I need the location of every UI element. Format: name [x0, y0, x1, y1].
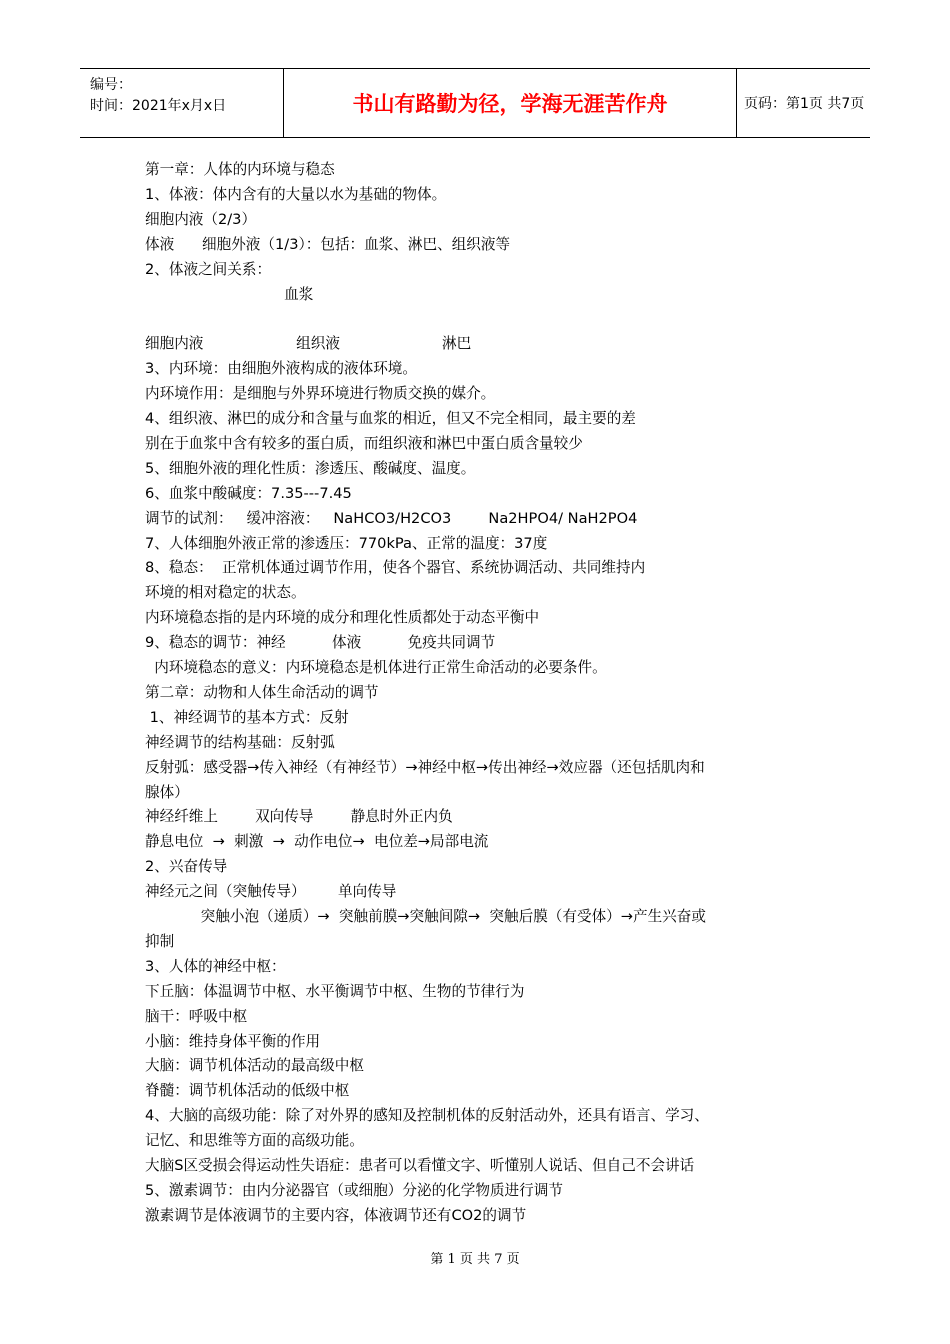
- doc-date: 时间：2021年x月x日: [90, 98, 227, 114]
- text-line: 脑干：呼吸中枢: [145, 1007, 248, 1025]
- header-meta: [80, 69, 283, 137]
- text-line: 4、大脑的高级功能：除了对外界的感知及控制机体的反射活动外，还具有语言、学习、: [145, 1107, 709, 1125]
- text-line: 神经纤维上 双向传导 静息时外正内负: [145, 808, 453, 826]
- text-line: 下丘脑：体温调节中枢、水平衡调节中枢、生物的节律行为: [145, 982, 525, 1000]
- text-line: 内环境作用：是细胞与外界环境进行物质交换的媒介。: [145, 385, 496, 403]
- text-line: 2、兴奋传导: [145, 858, 228, 876]
- text-line: 血浆: [145, 285, 314, 303]
- text-line: 细胞内液（2/3）: [145, 210, 257, 228]
- text-line: 脊髓：调节机体活动的低级中枢: [145, 1082, 350, 1100]
- text-line: 大脑：调节机体活动的最高级中枢: [145, 1057, 364, 1075]
- text-line: 腺体）: [145, 783, 189, 801]
- text-line: 神经元之间（突触传导） 单向传导: [145, 883, 397, 901]
- header-motto: 书山有路勤为径，学海无涯苦作舟: [283, 69, 737, 137]
- text-line: 内环境稳态的意义：内环境稳态是机体进行正常生命活动的必要条件。: [145, 659, 607, 676]
- text-line: 9、稳态的调节：神经 体液 免疫共同调节: [145, 634, 496, 652]
- text-line: 调节的试剂： 缓冲溶液： NaHCO3/H2CO3 Na2HPO4/ NaH2PO4: [145, 509, 638, 527]
- text-line: 6、血浆中酸碱度：7.35---7.45: [145, 484, 352, 502]
- header-page-info: 页码：第1页 共7页: [744, 96, 865, 112]
- text-line: 8、稳态： 正常机体通过调节作用，使各个器官、系统协调活动、共同维持内: [145, 559, 646, 577]
- text-line: 突触小泡（递质）→ 突触前膜→突触间隙→ 突触后膜（有受体）→产生兴奋或: [145, 908, 706, 925]
- text-line: 2、体液之间关系：: [145, 260, 272, 278]
- text-line: 反射弧：感受器→传入神经（有神经节）→神经中枢→传出神经→效应器（还包括肌肉和: [145, 758, 705, 776]
- text-line: 7、人体细胞外液正常的渗透压：770kPa、正常的温度：37度: [145, 534, 548, 552]
- text-line: 神经调节的结构基础：反射弧: [145, 733, 335, 751]
- text-line: 5、细胞外液的理化性质：渗透压、酸碱度、温度。: [145, 459, 476, 477]
- text-line: 内环境稳态指的是内环境的成分和理化性质都处于动态平衡中: [145, 609, 540, 627]
- text-line: 别在于血浆中含有较多的蛋白质，而组织液和淋巴中蛋白质含量较少: [145, 434, 583, 452]
- text-line: 静息电位 → 刺激 → 动作电位→ 电位差→局部电流: [145, 833, 489, 851]
- doc-number: 编号：: [90, 77, 132, 93]
- text-line: 激素调节是体液调节的主要内容，体液调节还有CO2的调节: [145, 1206, 527, 1224]
- text-line: 环境的相对稳定的状态。: [145, 584, 306, 602]
- text-line: 5、激素调节：由内分泌器官（或细胞）分泌的化学物质进行调节: [145, 1181, 563, 1199]
- text-line: 第二章：动物和人体生命活动的调节: [145, 683, 379, 701]
- text-line: 3、人体的神经中枢：: [145, 957, 286, 975]
- text-line: 细胞内液 组织液 淋巴: [145, 335, 472, 353]
- text-line: 抑制: [145, 932, 175, 950]
- text-line: 记忆、和思维等方面的高级功能。: [145, 1132, 364, 1150]
- text-line: 体液 细胞外液（1/3）：包括：血浆、淋巴、组织液等: [145, 235, 511, 253]
- page-footer: 第 1 页 共 7 页: [430, 1252, 520, 1267]
- text-line: 大脑S区受损会得运动性失语症：患者可以看懂文字、听懂别人说话、但自己不会讲话: [145, 1157, 695, 1174]
- text-line: 小脑：维持身体平衡的作用: [145, 1032, 321, 1050]
- text-line: 4、组织液、淋巴的成分和含量与血浆的相近，但又不完全相同，最主要的差: [145, 410, 636, 427]
- text-line: 1、神经调节的基本方式：反射: [145, 708, 349, 726]
- page-header: [80, 68, 870, 138]
- text-line: 3、内环境：由细胞外液构成的液体环境。: [145, 360, 417, 378]
- text-line: 第一章：人体的内环境与稳态: [145, 161, 335, 178]
- text-line: 1、体液：体内含有的大量以水为基础的物体。: [145, 185, 447, 203]
